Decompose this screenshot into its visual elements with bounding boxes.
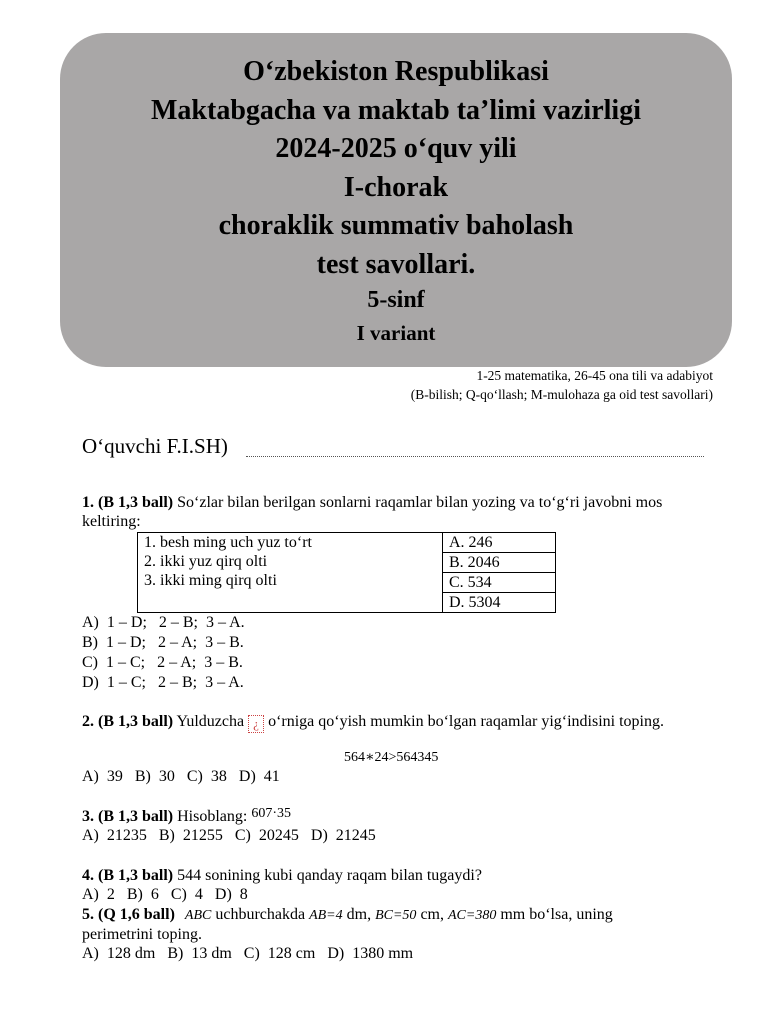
side-ab: AB=4	[309, 908, 343, 923]
header-line-1: O‘zbekiston Respublikasi	[243, 56, 549, 87]
header-box	[60, 33, 732, 367]
matching-left-item: 2. ikki yuz qirq olti	[144, 553, 268, 570]
question-4-tag: 4. (B 1,3 ball)	[82, 867, 174, 884]
question-4-options[interactable]: A) 2 B) 6 C) 4 D) 8	[82, 886, 248, 903]
question-3-options[interactable]: A) 21235 B) 21255 C) 20245 D) 21245	[82, 827, 376, 844]
question-2-formula: 564∗24>564345	[344, 750, 439, 765]
side-ac: AC=380	[447, 908, 497, 923]
header-line-6: test savollari.	[316, 249, 476, 280]
matching-left-item: 3. ikki ming qirq olti	[144, 572, 277, 589]
question-1-text: So‘zlar bilan berilgan sonlarni raqamlar bilan yozing va to‘g‘ri javobni mos keltiring:	[82, 494, 663, 530]
matching-left-cell	[138, 533, 443, 613]
question-2-text-after: o‘rniga qo‘yish mumkin bo‘lgan raqamlar yig‘indisini toping.	[268, 713, 664, 730]
header-variant: I variant	[356, 321, 436, 345]
question-1-option-b[interactable]: B) 1 – D; 2 – A; 3 – B.	[82, 634, 244, 651]
student-name-field[interactable]	[246, 438, 704, 457]
question-4	[82, 866, 712, 885]
question-2	[82, 712, 712, 733]
matching-right-item: A. 246	[443, 533, 556, 553]
question-1-option-a[interactable]: A) 1 – D; 2 – B; 3 – A.	[82, 614, 245, 631]
matching-right-item: B. 2046	[443, 553, 556, 573]
placeholder-icon: ¿	[248, 715, 264, 733]
question-3-tag: 3. (B 1,3 ball)	[82, 808, 174, 825]
header-line-5: choraklik summativ baholash	[218, 210, 574, 241]
matching-table	[137, 532, 556, 613]
unit-3: mm bo‘lsa, uning	[500, 906, 613, 923]
question-1-tag: 1. (B 1,3 ball)	[82, 494, 174, 511]
triangle-name: ABC	[184, 908, 212, 923]
header-grade: 5-sinf	[367, 287, 425, 313]
question-3	[82, 807, 712, 827]
unit-2: cm,	[420, 906, 444, 923]
question-5-options[interactable]: A) 128 dm B) 13 dm C) 128 cm D) 1380 mm	[82, 945, 414, 962]
header-line-3: 2024-2025 o‘quv yili	[275, 133, 517, 164]
matching-right-item: D. 5304	[443, 593, 556, 613]
question-3-text: Hisoblang:	[177, 808, 248, 825]
question-2-tag: 2. (B 1,3 ball)	[82, 713, 174, 730]
matching-left-item: 1. besh ming uch yuz to‘rt	[144, 534, 312, 551]
question-5	[82, 905, 712, 944]
question-4-text: 544 sonining kubi qanday raqam bilan tugaydi?	[177, 867, 482, 884]
question-1-option-d[interactable]: D) 1 – C; 2 – B; 3 – A.	[82, 674, 244, 691]
question-5-tag: 5. (Q 1,6 ball)	[82, 906, 175, 923]
question-2-text-before: Yulduzcha	[176, 713, 245, 730]
question-5-text-2: perimetrini toping.	[82, 926, 202, 943]
legend-note: (B-bilish; Q-qo‘llash; M-mulohaza ga oid test savollari)	[410, 387, 713, 402]
header-line-4: I-chorak	[343, 172, 449, 203]
question-5-text-1: uchburchakda	[215, 906, 306, 923]
unit-1: dm,	[346, 906, 372, 923]
question-2-options[interactable]: A) 39 B) 30 C) 38 D) 41	[82, 768, 280, 785]
question-1-option-c[interactable]: C) 1 – C; 2 – A; 3 – B.	[82, 654, 243, 671]
student-name-label: O‘quvchi F.I.SH)	[82, 434, 228, 458]
header-line-2: Maktabgacha va maktab ta’limi vazirligi	[151, 95, 641, 126]
side-bc: BC=50	[375, 908, 417, 923]
question-3-formula: 607·35	[251, 806, 292, 821]
subject-note: 1-25 matematika, 26-45 ona tili va adabiyot	[476, 368, 713, 383]
matching-right-item: C. 534	[443, 573, 556, 593]
question-1	[82, 493, 712, 531]
